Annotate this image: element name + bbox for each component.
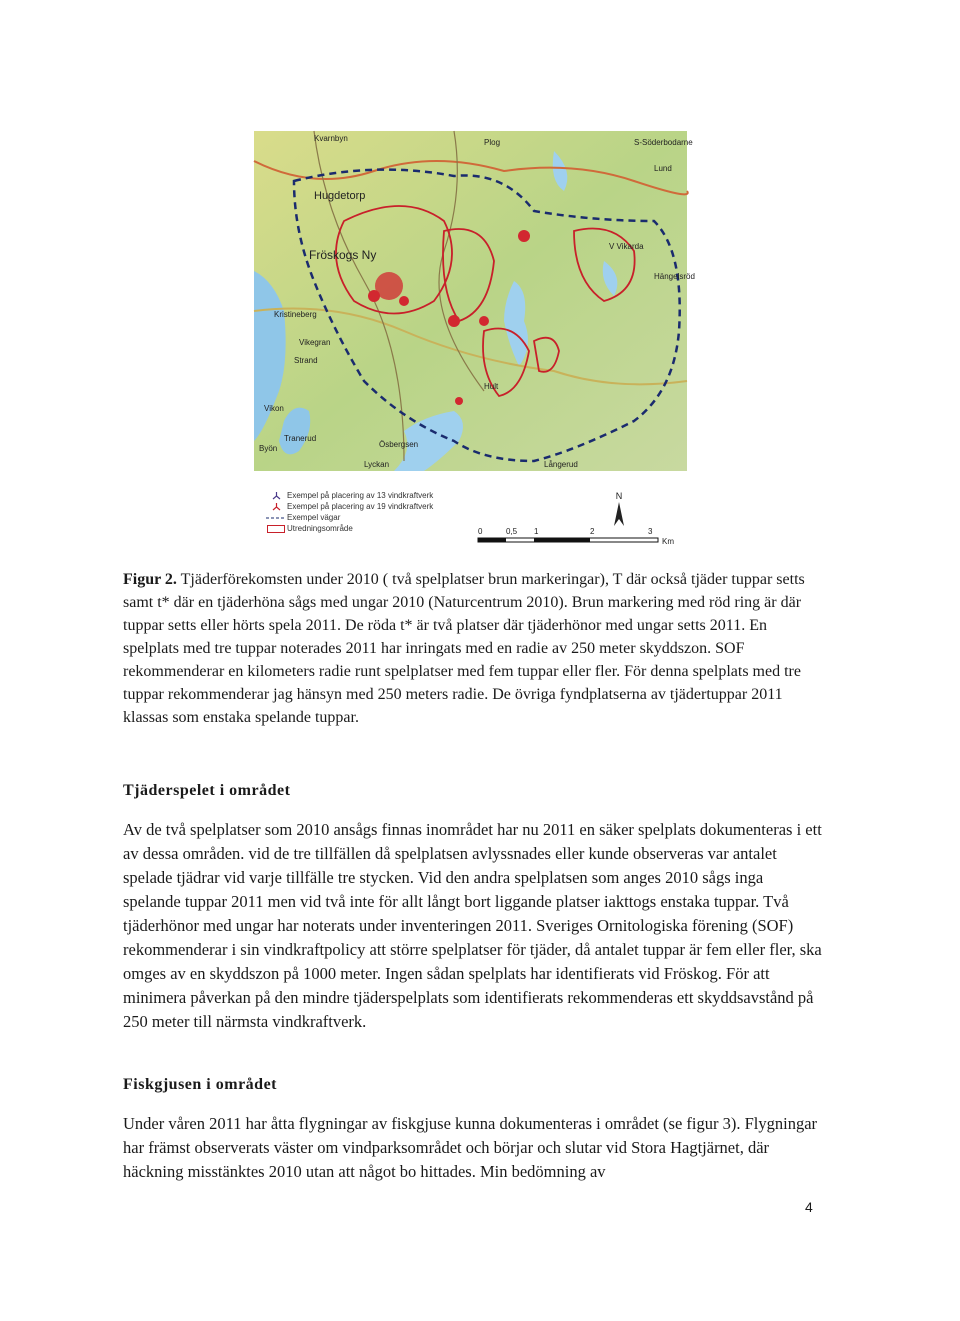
svg-text:1: 1 bbox=[534, 527, 539, 536]
svg-text:Lyckan: Lyckan bbox=[364, 460, 390, 469]
caption-text: Tjäderförekomsten under 2010 ( två spelplatser brun markeringar), T där också tjäder tuppar setts samt t* där en tjäderhöna sågs med ungar 2010 (Naturcentrum 2010). Brun markering med röd ring är där tuppar setts eller hörts spela 2011. De röda t* är två platser där tjäderhönor med ungar setts 2011. En spelplats med tre tuppar noterades 2011 har inringats med en radie av 250 meter skyddszon. SOF rekommenderar en kilometers radie runt spelplatser med fem tuppar eller fler. För denna spelplats med tre tuppar rekommenderar jag hänsyn med 250 meters radie. De övriga fyndplatserna av tjädertuppar 2011 klassas som enstaka spelande tuppar. bbox=[123, 571, 805, 726]
svg-text:Vikegran: Vikegran bbox=[299, 338, 331, 347]
turbine-19-icon bbox=[265, 502, 287, 511]
area-box-icon bbox=[265, 525, 287, 533]
svg-text:Kvarnbyn: Kvarnbyn bbox=[314, 134, 348, 143]
svg-text:Plog: Plog bbox=[484, 138, 501, 147]
svg-text:0: 0 bbox=[478, 527, 483, 536]
svg-text:Kristineberg: Kristineberg bbox=[274, 310, 317, 319]
figure-caption bbox=[123, 568, 823, 729]
legend-text: Utredningsområde bbox=[287, 524, 353, 533]
svg-text:Fröskogs Ny: Fröskogs Ny bbox=[309, 248, 377, 262]
section-heading-tjader: Tjäderspelet i området bbox=[123, 782, 291, 799]
turbine-13-icon bbox=[265, 491, 287, 500]
svg-text:Hugdetorp: Hugdetorp bbox=[314, 190, 366, 202]
figure-map bbox=[254, 131, 695, 551]
scale-bar bbox=[472, 526, 682, 548]
legend-row bbox=[265, 512, 505, 523]
page-number: 4 bbox=[805, 1199, 813, 1215]
north-arrow-icon bbox=[612, 501, 626, 527]
svg-text:Strand: Strand bbox=[294, 356, 318, 365]
legend-row bbox=[265, 501, 505, 512]
legend-text: Exempel vägar bbox=[287, 513, 341, 522]
figure-label: Figur 2. bbox=[123, 571, 177, 588]
svg-text:S-Söderbodarne: S-Söderbodarne bbox=[634, 138, 693, 147]
legend-row bbox=[265, 523, 505, 534]
svg-text:2: 2 bbox=[590, 527, 595, 536]
section-body-fiskgjuse: Under våren 2011 har åtta flygningar av fiskgjuse kunna dokumenteras i området (se figur 3). Flygningar har främst observerats väster om vindparksområdet och börjar och slutar vid Stora Hagtjärnet, där häckning misstänktes 2010 utan att något bo hittades. Min bedömning av bbox=[123, 1114, 818, 1181]
legend-text: Exempel på placering av 13 vindkraftverk bbox=[287, 491, 434, 500]
svg-text:Långerud: Långerud bbox=[544, 460, 578, 469]
svg-text:Km: Km bbox=[662, 537, 674, 546]
svg-text:3: 3 bbox=[648, 527, 653, 536]
section-heading-fiskgjuse: Fiskgjusen i området bbox=[123, 1076, 277, 1093]
section-body-tjader: Av de två spelplatser som 2010 ansågs finnas inområdet har nu 2011 en säker spelplats dokumenteras i ett av dessa områden. vid de tre tillfällen då spelplatsen avlyssnades eller kunde observeras var antalet spelade tjädrar vid varje tillfälle tre stycken. Vid den andra spelplatsen som anges 2010 sågs inga spelande tuppar 2011 men vid två inte för allt långt bort liggande platser iakttogs enstaka tuppar. Två tjäderhönor med ungar har noterats under inventeringen 2011. Sveriges Ornitologiska förening (SOF) rekommenderar i sin vindkraftpolicy att större spelplatser för tjäder, då antalet tuppar är fem eller fler, ska omges av en skyddszon på 1000 meter. Ingen sådan spelplats har identifierats vid Fröskog. För att minimera påverkan på den mindre tjäderspelplats som identifierats rekommenderas ett skyddsavstånd på 250 meter till närmsta vindkraftverk. bbox=[123, 820, 822, 1031]
map-background bbox=[254, 131, 687, 471]
map-legend bbox=[265, 490, 505, 534]
svg-text:Byön: Byön bbox=[259, 444, 278, 453]
svg-text:Lund: Lund bbox=[654, 164, 672, 173]
svg-text:Ösbergsen: Ösbergsen bbox=[379, 440, 419, 449]
svg-text:0,5: 0,5 bbox=[506, 527, 518, 536]
legend-text: Exempel på placering av 19 vindkraftverk bbox=[287, 502, 434, 511]
north-label: N bbox=[615, 491, 623, 501]
legend-row bbox=[265, 490, 505, 501]
svg-text:Hängelsröd: Hängelsröd bbox=[654, 272, 695, 281]
road-dash-icon bbox=[265, 515, 287, 521]
svg-text:Hult: Hult bbox=[484, 382, 499, 391]
svg-text:V Vikarda: V Vikarda bbox=[609, 242, 644, 251]
north-arrow bbox=[606, 491, 632, 529]
svg-text:Tranerud: Tranerud bbox=[284, 434, 317, 443]
svg-text:Vikon: Vikon bbox=[264, 404, 284, 413]
